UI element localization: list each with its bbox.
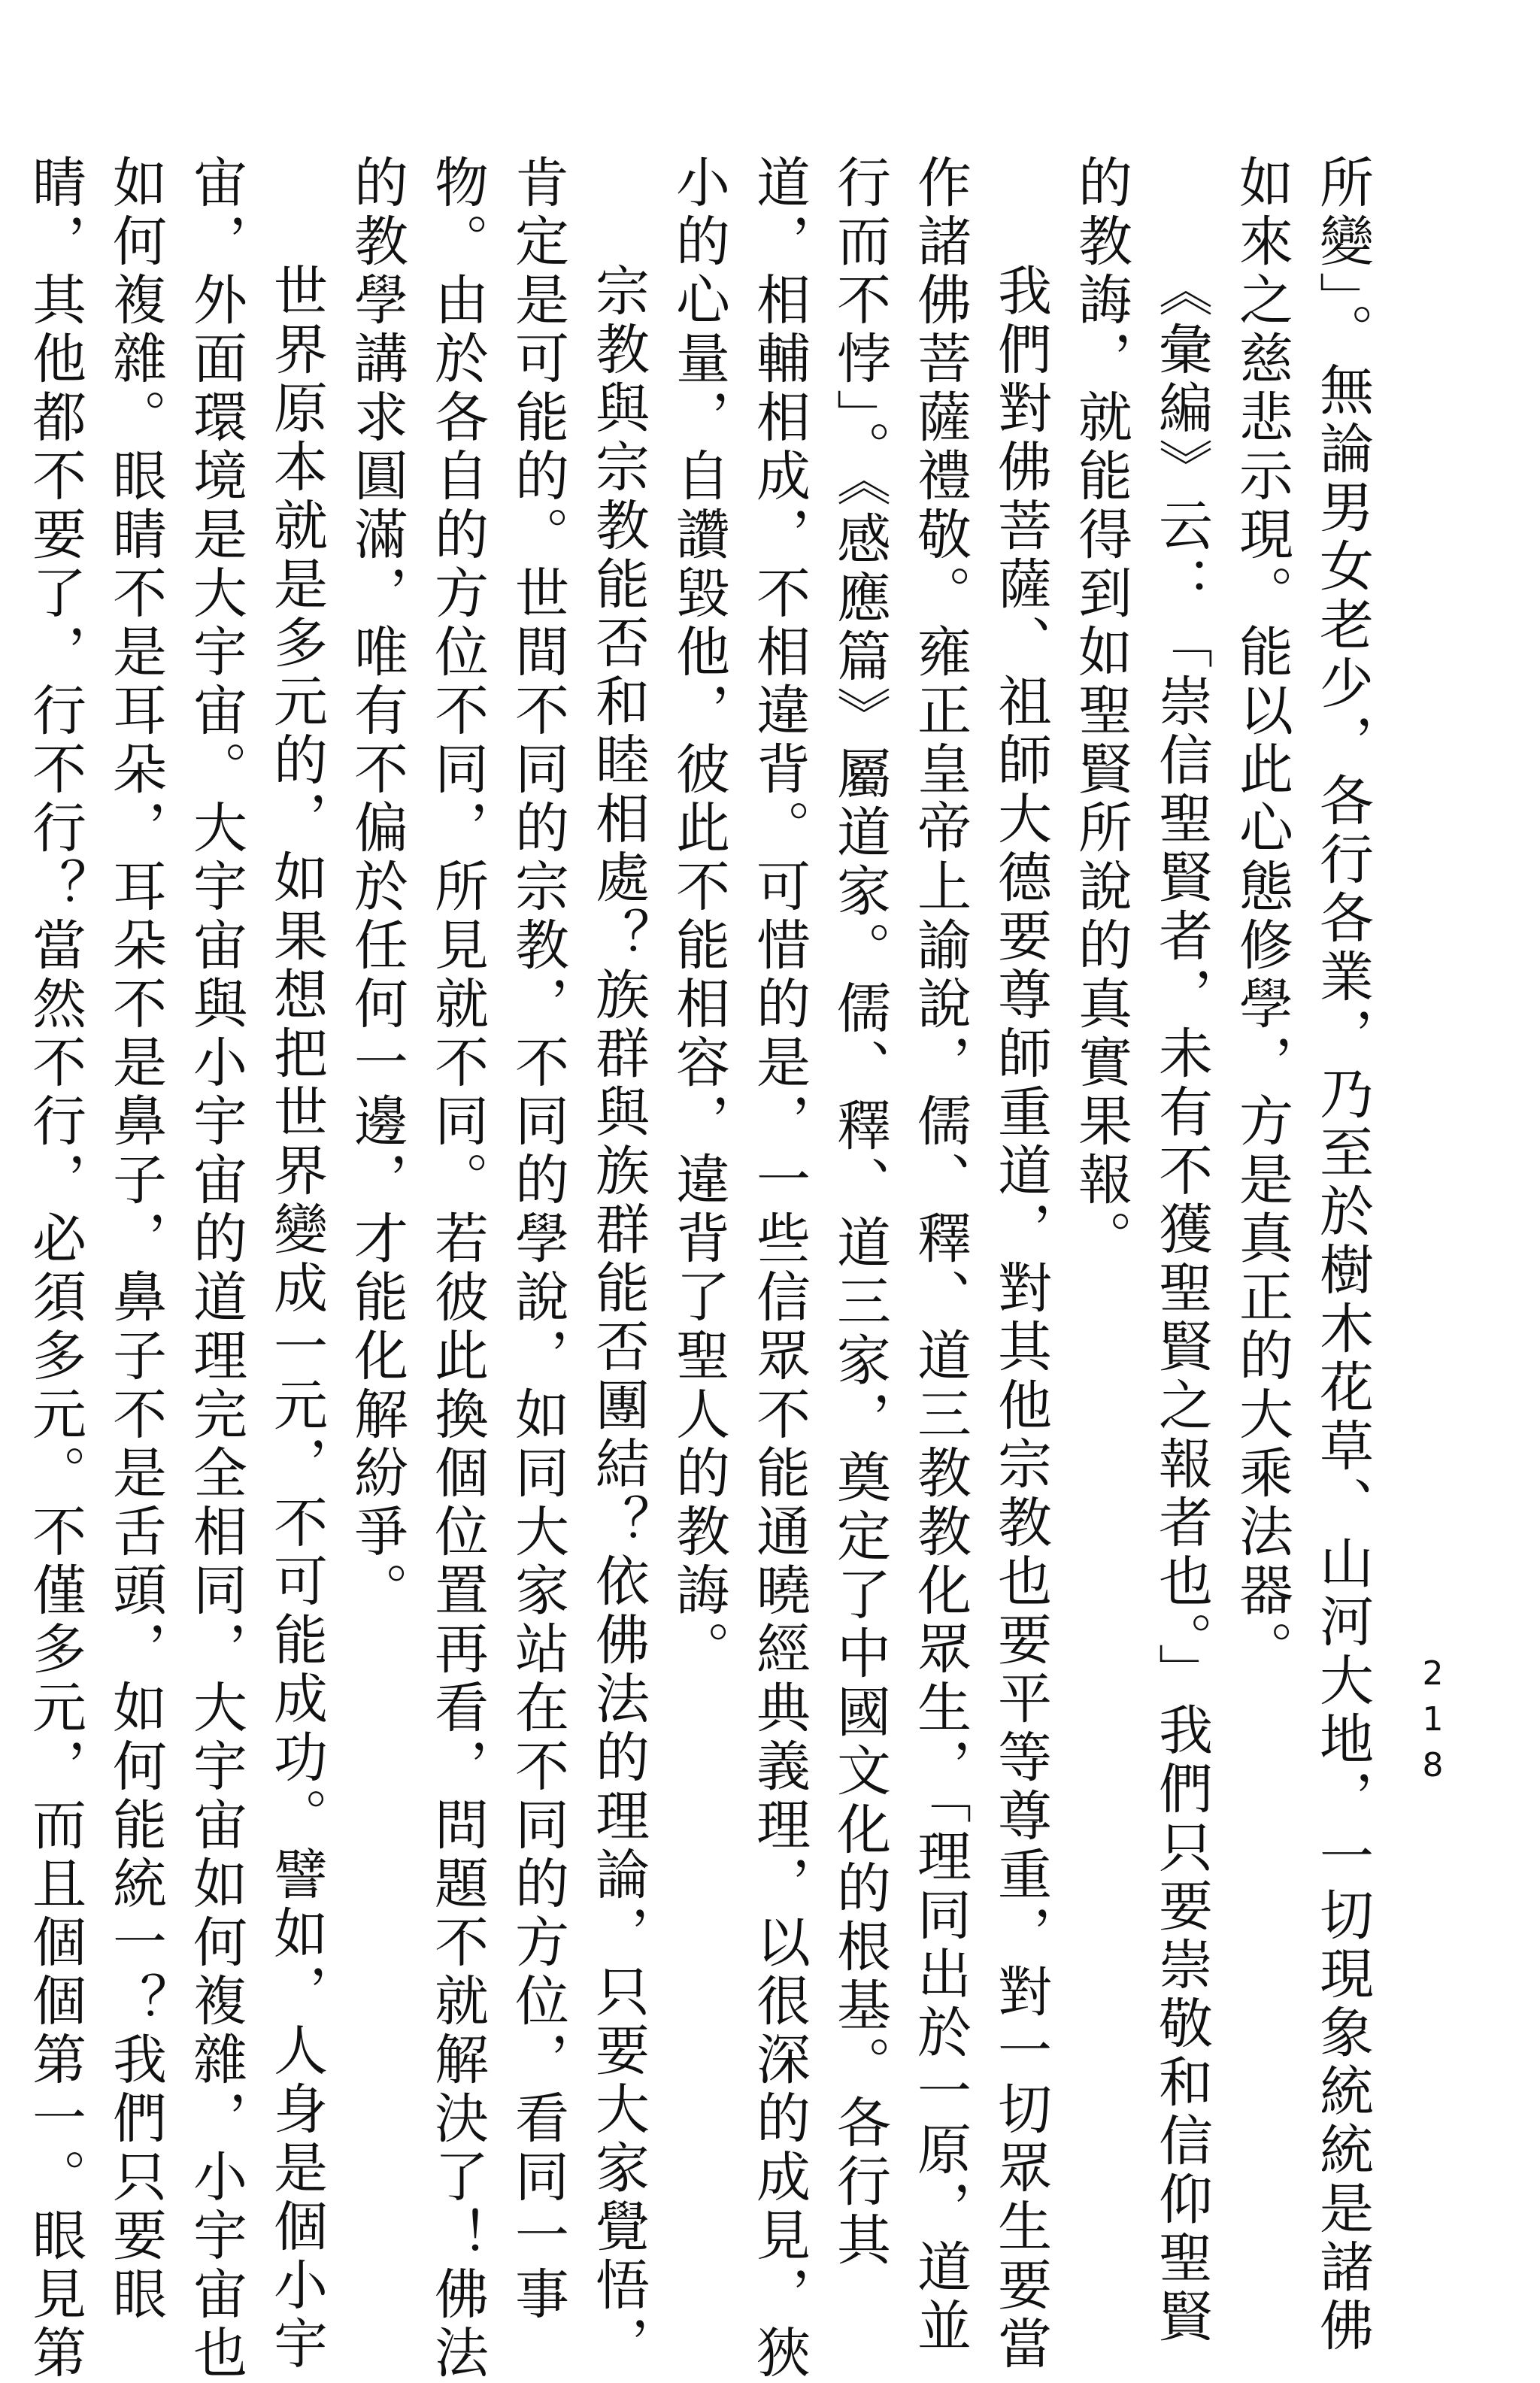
- text-line: 宙，外面環境是大宇宙。大宇宙與小宇宙的道理完全相同，大宇宙如何複雜，小宇宙也: [184, 154, 247, 2383]
- text-line: 如來之慈悲示現。能以此心態修學，方是真正的大乘法器。: [1230, 154, 1293, 1679]
- text-line: 道，相輔相成，不相違背。可惜的是，一些信眾不能通曉經典義理，以很深的成見，狹: [747, 154, 811, 2383]
- text-line: 《彙編》云：「崇信聖賢者，未有不獲聖賢之報者也。」我們只要崇敬和信仰聖賢: [1150, 262, 1213, 2347]
- text-line: 物。由於各自的方位不同，所見就不同。若彼此換個位置再看，問題不就解決了！佛法: [426, 154, 489, 2383]
- text-line: 作諸佛菩薩禮敬。雍正皇帝上諭說，儒、釋、道三教教化眾生，「理同出於一原，道並: [908, 154, 972, 2356]
- text-line: 世界原本就是多元的，如果想把世界變成一元，不可能成功。譬如，人身是個小宇: [265, 262, 328, 2374]
- text-line: 宗教與宗教能否和睦相處？族群與族群能否團結？依佛法的理論，只要大家覺悟，: [587, 262, 650, 2374]
- text-line: 肯定是可能的。世間不同的宗教，不同的學說，如同大家站在不同的方位，看同一事: [506, 154, 569, 2324]
- text-line: 行而不悖」。《感應篇》屬道家。儒、釋、道三家，奠定了中國文化的根基。各行其: [828, 154, 891, 2270]
- text-line: 的教誨，就能得到如聖賢所說的真實果報。: [1069, 154, 1132, 1269]
- text-line: 如何複雜。眼睛不是耳朵，耳朵不是鼻子，鼻子不是舌頭，如何能統一？我們只要眼: [104, 154, 167, 2324]
- text-line: 我們對佛菩薩、祖師大德要尊師重道，對其他宗教也要平等尊重，對一切眾生要當: [989, 262, 1052, 2374]
- page-number: 218: [1414, 1654, 1452, 1792]
- text-line: 的教學講求圓滿，唯有不偏於任何一邊，才能化解紛爭。: [345, 154, 408, 1621]
- body-text: [14, 154, 1382, 2383]
- text-line: 所變」。無論男女老少，各行各業，乃至於樹木花草、山河大地，一切現象統統是諸佛: [1311, 154, 1374, 2356]
- text-line: 睛，其他都不要了，行不行？當然不行，必須多元。不僅多元，而且個個第一。眼見第: [23, 154, 86, 2383]
- text-line: 小的心量，自讚毀他，彼此不能相容，違背了聖人的教誨。: [667, 154, 730, 1679]
